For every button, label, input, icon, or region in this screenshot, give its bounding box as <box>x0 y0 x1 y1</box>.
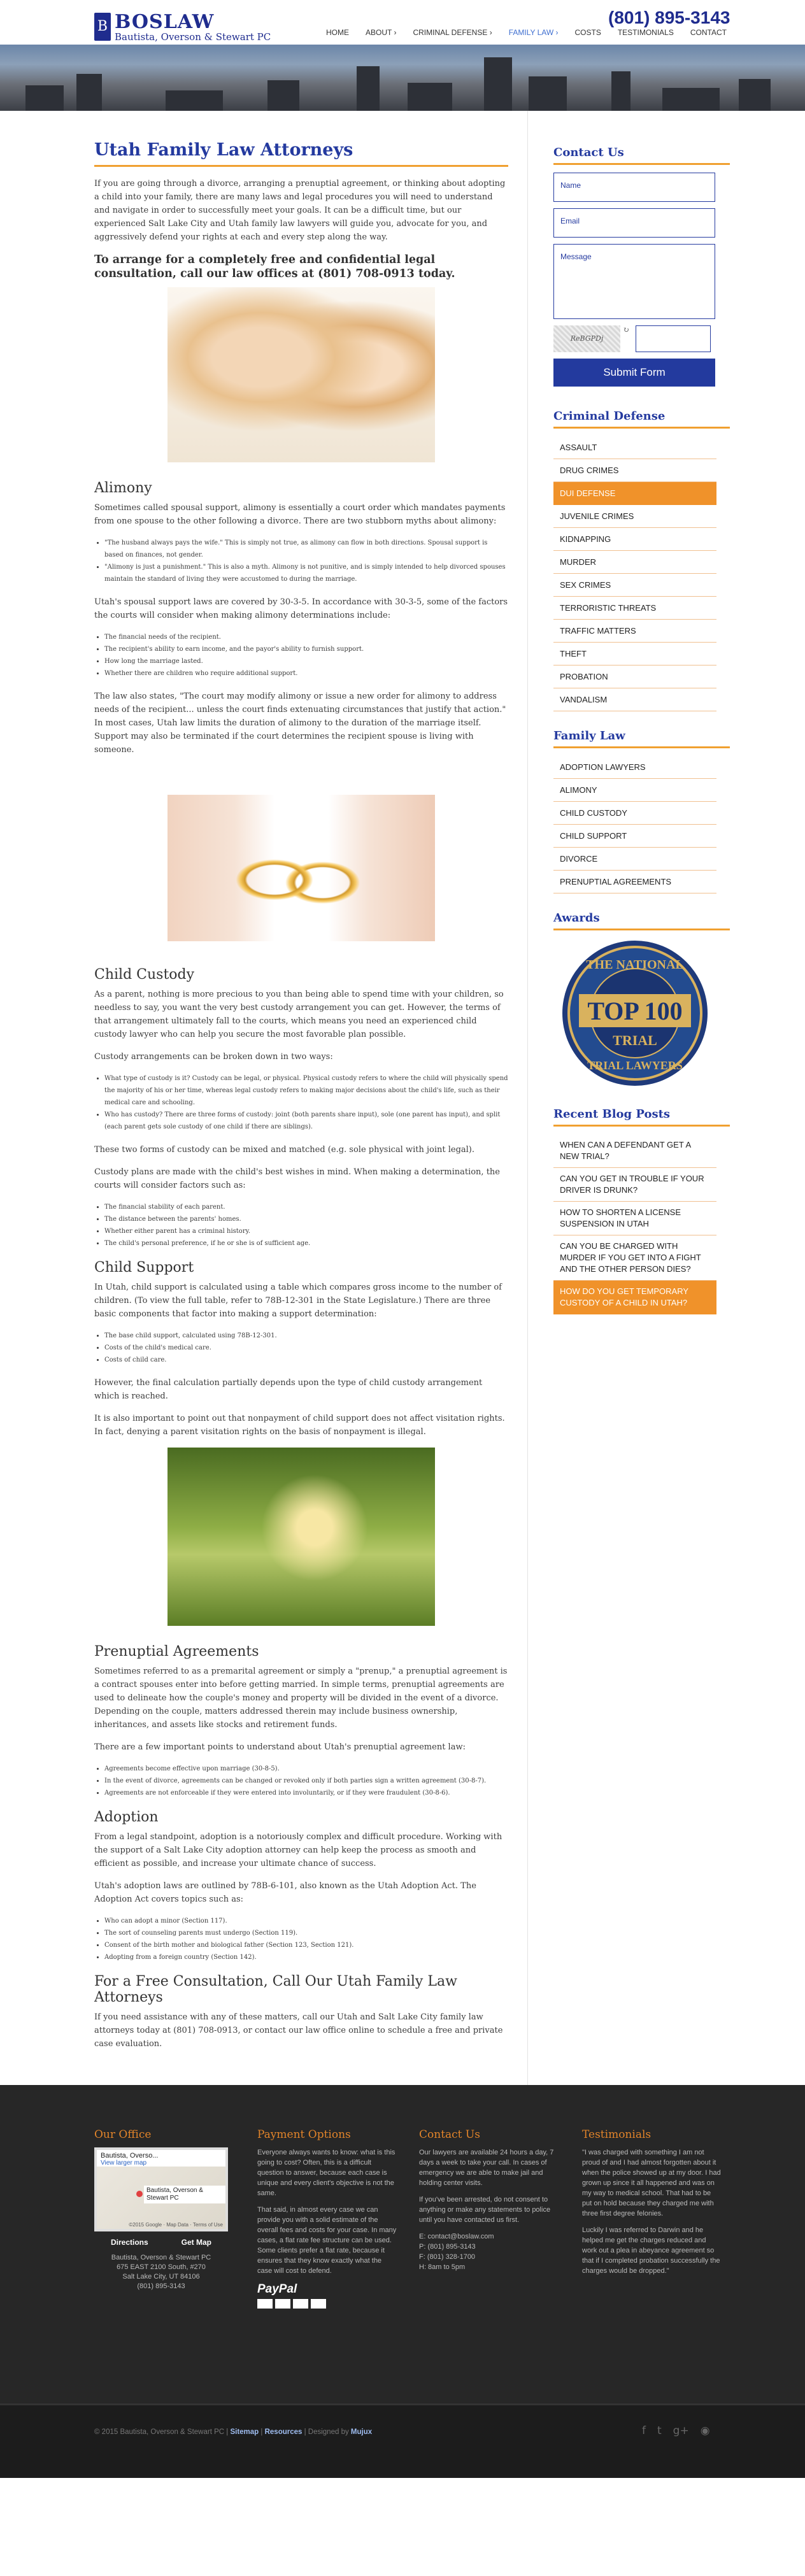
map-larger-link[interactable]: View larger map <box>101 2160 147 2167</box>
message-field[interactable]: Message <box>553 244 715 319</box>
awards-heading: Awards <box>553 911 730 930</box>
footer-office <box>94 2128 257 2403</box>
sidebar-item-drug-crimes[interactable]: DRUG CRIMES <box>553 459 716 482</box>
contact-hours: H: 8am to 5pm <box>419 2263 466 2271</box>
name-field[interactable]: Name <box>553 173 715 202</box>
logo-name: BOSLAW <box>115 11 215 33</box>
sidebar-item-prenuptial-agreements[interactable]: PRENUPTIAL AGREEMENTS <box>553 871 716 893</box>
sidebar-item-assault[interactable]: ASSAULT <box>553 436 716 459</box>
support-paragraph: However, the final calculation partially depends upon the type of child custody arrangement which is reached. <box>94 1378 483 1401</box>
closing-heading: For a Free Consultation, Call Our Utah Family Law Attorneys <box>94 1974 457 2005</box>
payment-paragraph: That said, in almost every case we can provide you with a solid estimate of the overall fees and costs for your case. In many cases, a flat rate fee structure can be used. Some clients prefer a flat rate, because it ensures that they know exactly what the case will cost to defend. <box>257 2206 397 2275</box>
copyright-text: © 2015 Bautista, Overson & Stewart PC | <box>94 2428 231 2436</box>
map-links <box>94 2238 228 2247</box>
nav-home[interactable]: HOME <box>326 28 349 37</box>
list-item: • The base child support, calculated using 78B-12-301. <box>104 1330 508 1342</box>
map-footer: ©2015 Google · Map Data · Terms of Use <box>129 2222 223 2228</box>
map-pin-label: Bautista, Overson & Stewart PC <box>144 2186 225 2203</box>
testimonial-paragraph: "I was charged with something I am not proud of and I had almost forgotten about it when the police showed up at my door. I had grown up since it all happened and was on my way to medical school. That had to be put on hold because they charged me with three first degree felonies. <box>582 2149 721 2217</box>
list-item: • Consent of the birth mother and biological father (Section 123, Section 121). <box>104 1939 508 1951</box>
page-title: Utah Family Law Attorneys <box>94 140 508 167</box>
social-icons <box>642 2424 710 2437</box>
list-item: • Whether there are children who require additional support. <box>104 667 508 680</box>
sidebar-item-terroristic-threats[interactable]: TERRORISTIC THREATS <box>553 597 716 620</box>
mother-daughter-image <box>167 287 435 462</box>
skyline-banner <box>0 45 805 111</box>
discover-icon <box>311 2299 326 2309</box>
contact-paragraph: If you've been arrested, do not consent to anything or make any statements to police until you have contacted us first. <box>419 2196 551 2224</box>
intro-paragraph: If you are going through a divorce, arranging a prenuptial agreement, or thinking about adopting a child into your family, there are many laws and legal procedures you will need to understand and navigate in order to successfully meet your goals. It can be a difficult time, but our experienced Salt Lake City and Utah family law lawyers will guide you, advocate for you, and aggressively defend your rights at each and every step along the way. <box>94 179 506 242</box>
designer-link[interactable]: Mujux <box>350 2428 373 2436</box>
nav-criminal-defense[interactable]: CRIMINAL DEFENSE › <box>413 28 492 37</box>
list-item: • The recipient's ability to earn income, and the payor's ability to furnish support. <box>104 643 508 655</box>
blog-list <box>553 1134 716 1314</box>
map-pin-icon <box>136 2191 143 2197</box>
list-item: • The financial stability of each parent. <box>104 1201 508 1213</box>
blog-item[interactable]: CAN YOU GET IN TROUBLE IF YOUR DRIVER IS DRUNK? <box>553 1168 716 1202</box>
main-nav <box>326 28 743 37</box>
criminal-defense-list <box>553 436 716 711</box>
sidebar-item-probation[interactable]: PROBATION <box>553 665 716 688</box>
sidebar-item-traffic-matters[interactable]: TRAFFIC MATTERS <box>553 620 716 643</box>
logo[interactable] <box>94 13 271 42</box>
logo-mark-icon: B <box>94 13 111 41</box>
list-item: • In the event of divorce, agreements can be changed or revoked only if both parties sign a written agreement (30-8-7). <box>104 1775 508 1787</box>
footer-contact-heading: Contact Us <box>419 2128 480 2141</box>
sidebar-item-dui-defense[interactable]: DUI DEFENSE <box>553 482 716 505</box>
sidebar-item-child-custody[interactable]: CHILD CUSTODY <box>553 802 716 825</box>
support-paragraph: In Utah, child support is calculated using a table which compares gross income to the number of children. (To view the full table, refer to 78B-12-301 in the State Legislature.) There are three basic components that factor into making a support determination: <box>94 1283 502 1319</box>
nav-testimonials[interactable]: TESTIMONIALS <box>617 28 674 37</box>
payment-paragraph: Everyone always wants to know: what is this going to cost? Often, this is a difficult question to answer, because each case is unique and every client's objective is not the same. <box>257 2149 395 2197</box>
designed-by-text: | Designed by <box>302 2428 351 2436</box>
list-item: • "Alimony is just a punishment." This is also a myth. Alimony is not punitive, and is simply intended to help divorced spouses maintain the standard of living they were accustomed to during the marriage. <box>104 561 508 585</box>
custody-heading: Child Custody <box>94 967 195 983</box>
adoption-paragraph: Utah's adoption laws are outlined by 78B-6-101, also known as the Utah Adoption Act. The Adoption Act covers topics such as: <box>94 1881 476 1904</box>
list-item: • Costs of the child's medical care. <box>104 1342 508 1354</box>
resources-link[interactable]: Resources <box>264 2428 303 2436</box>
contact-heading: Contact Us <box>553 146 730 165</box>
prenup-heading: Prenuptial Agreements <box>94 1644 259 1660</box>
refresh-icon[interactable]: ↻ <box>623 325 630 334</box>
award-bottom-text: TRIAL LAWYERS <box>587 1059 683 1072</box>
custody-types-list <box>104 1072 508 1133</box>
list-item: • How long the marriage lasted. <box>104 655 508 667</box>
list-item: • Adopting from a foreign country (Section 142). <box>104 1951 508 1963</box>
directions-link[interactable]: Directions <box>110 2238 148 2247</box>
list-item: • What type of custody is it? Custody can be legal, or physical. Physical custody refers to where the child will physically spend the majority of his or her time, whereas legal custody refers to making major decisions about the child's life, such as their medical care and schooling. <box>104 1072 508 1109</box>
nav-family-law[interactable]: FAMILY LAW › <box>508 28 559 37</box>
alimony-factors-list <box>104 631 508 680</box>
list-item: • Costs of child care. <box>104 1354 508 1366</box>
mastercard-icon <box>275 2299 290 2309</box>
sidebar-item-adoption-lawyers[interactable]: ADOPTION LAWYERS <box>553 756 716 779</box>
list-item: • Who has custody? There are three forms of custody: joint (both parents share input), sole (one parent has input), and split (each parent gets sole custody of one child if there are siblings). <box>104 1109 508 1133</box>
address-line: Bautista, Overson & Stewart PC <box>111 2254 211 2261</box>
list-item: • The sort of counseling parents must undergo (Section 119). <box>104 1927 508 1939</box>
closing-paragraph: If you need assistance with any of these matters, call our Utah and Salt Lake City family law attorneys today at (801) 708-0913, or contact our law office online to schedule a free and private case evaluation. <box>94 2012 503 2049</box>
prenup-paragraph: Sometimes referred to as a premarital agreement or simply a "prenup," a prenuptial agreement is a contract spouses enter into before getting married. In simple terms, prenuptial agreements are used to delineate how the couple's money and property will be divided in the event of a divorce. Depending on the couple, matters addressed therein may include business ownership, inheritances, and assets like stocks and retirement funds. <box>94 1667 508 1730</box>
map-title-bar <box>97 2150 225 2167</box>
custody-paragraph: As a parent, nothing is more precious to you than being able to spend time with your children, so needless to say, you want the very best custody arrangement you can get. However, the terms of that arrangement ultimately fall to the courts, which means you need an experienced child custody lawyer who can help you secure the most favorable plan possible. <box>94 990 504 1039</box>
list-item: • Whether either parent has a criminal history. <box>104 1225 508 1237</box>
footer-bottom-bar <box>0 2403 805 2478</box>
paypal-badge <box>257 2282 326 2309</box>
adoption-topics-list <box>104 1915 508 1963</box>
recent-blog-posts-heading: Recent Blog Posts <box>553 1107 730 1127</box>
address-line: Salt Lake City, UT 84106 <box>122 2273 200 2281</box>
header-phone[interactable]: (801) 895-3143 <box>608 8 730 27</box>
footer-contact <box>419 2128 582 2403</box>
prenup-points-list <box>104 1763 508 1799</box>
sidebar-item-child-support[interactable]: CHILD SUPPORT <box>553 825 716 848</box>
adoption-heading: Adoption <box>94 1809 159 1825</box>
email-field[interactable]: Email <box>553 208 715 238</box>
blog-item[interactable]: CAN YOU BE CHARGED WITH MURDER IF YOU GET INTO A FIGHT AND THE OTHER PERSON DIES? <box>553 1235 716 1281</box>
nav-contact[interactable]: CONTACT <box>690 28 727 37</box>
list-item: • Agreements are not enforceable if they were entered into involuntarily, or if they were fraudulent (30-8-6). <box>104 1787 508 1799</box>
get-map-link[interactable]: Get Map <box>181 2238 211 2247</box>
site-header <box>0 0 805 45</box>
contact-email[interactable]: E: contact@boslaw.com <box>419 2233 494 2240</box>
support-components-list <box>104 1330 508 1366</box>
footer <box>0 2085 805 2403</box>
captcha-image: ReBGPDj <box>553 325 620 352</box>
sitemap-link[interactable]: Sitemap <box>230 2428 259 2436</box>
facebook-icon[interactable]: f <box>642 2424 646 2437</box>
custody-factors-list <box>104 1201 508 1249</box>
sidebar-item-vandalism[interactable]: VANDALISM <box>553 688 716 711</box>
visa-icon <box>257 2299 273 2309</box>
award-sub-text: TRIAL <box>613 1032 657 1048</box>
blog-item[interactable]: WHEN CAN A DEFENDANT GET A NEW TRIAL? <box>553 1134 716 1168</box>
sidebar-item-sex-crimes[interactable]: SEX CRIMES <box>553 574 716 597</box>
family-law-list <box>553 756 716 893</box>
address-line: 675 EAST 2100 South, #270 <box>117 2263 206 2271</box>
logo-subtitle: Bautista, Overson & Stewart PC <box>115 31 271 43</box>
list-item: • Agreements become effective upon marriage (30-8-5). <box>104 1763 508 1775</box>
alimony-heading: Alimony <box>94 480 152 496</box>
map-title: Bautista, Overso... <box>101 2152 159 2160</box>
main-content <box>94 111 508 2085</box>
rss-icon[interactable]: ◉ <box>700 2424 710 2437</box>
paypal-logo: PayPal <box>257 2282 297 2296</box>
list-item: • The child's personal preference, if he or she is of sufficient age. <box>104 1237 508 1249</box>
sidebar <box>527 111 730 2085</box>
copyright: © 2015 Bautista, Overson & Stewart PC | Sitemap | Resources | Designed by Mujux <box>94 2428 373 2436</box>
consultation-cta: To arrange for a completely free and confidential legal consultation, call our law offices at (801) 708-0913 today. <box>94 253 455 280</box>
office-map[interactable] <box>94 2147 228 2231</box>
prenup-paragraph: There are a few important points to understand about Utah's prenuptial agreement law: <box>94 1742 466 1752</box>
alimony-paragraph: Utah's spousal support laws are covered by 30-3-5. In accordance with 30-3-5, some of the factors the courts will consider when making alimony determinations include: <box>94 597 508 620</box>
testimonial-paragraph: Luckily I was referred to Darwin and he helped me get the charges reduced and work out a plea in abeyance agreement so that if I completed probation successfully the charges would be dropped." <box>582 2226 720 2275</box>
footer-office-heading: Our Office <box>94 2128 152 2141</box>
card-icons <box>257 2299 326 2309</box>
blog-item[interactable]: HOW DO YOU GET TEMPORARY CUSTODY OF A CHILD IN UTAH? <box>553 1281 716 1314</box>
address-phone[interactable]: (801) 895-3143 <box>137 2282 185 2290</box>
award-top-text: THE NATIONAL <box>586 958 684 972</box>
list-item: • "The husband always pays the wife." This is simply not true, as alimony can flow in both directions. Spousal support is based on finances, not gender. <box>104 537 508 561</box>
footer-payment <box>257 2128 419 2403</box>
payment-heading: Payment Options <box>257 2128 351 2141</box>
top-100-trial-lawyers-badge <box>553 938 716 1088</box>
testimonials-heading: Testimonials <box>582 2128 652 2141</box>
support-paragraph: It is also important to point out that nonpayment of child support does not affect visitation rights. In fact, denying a parent visitation rights on the basis of nonpayment is illegal. <box>94 1414 505 1437</box>
award-mid-text: TOP 100 <box>587 997 683 1025</box>
footer-testimonials <box>582 2128 722 2403</box>
contact-paragraph: Our lawyers are available 24 hours a day, 7 days a week to take your call. In cases of emergency we are able to make jail and holding center visits. <box>419 2149 554 2187</box>
blog-item[interactable]: HOW TO SHORTEN A LICENSE SUSPENSION IN UTAH <box>553 1202 716 1235</box>
holding-hands-image <box>167 1448 435 1626</box>
sidebar-item-kidnapping[interactable]: KIDNAPPING <box>553 528 716 551</box>
alimony-myths-list <box>104 537 508 585</box>
adoption-paragraph: From a legal standpoint, adoption is a notoriously complex and difficult procedure. Working with the support of a Salt Lake City adoption attorney can help keep the process as smooth and efficient as possible, and increase your ultimate chance of success. <box>94 1832 502 1868</box>
alimony-paragraph: The law also states, "The court may modify alimony or issue a new order for alimony to address needs of the recipient... unless the court finds extenuating circumstances that justify that action." In most cases, Utah law limits the duration of alimony to the duration of the marriage itself. Support may also be terminated if the court determines the recipient spouse is living with someone. <box>94 692 506 755</box>
sidebar-item-divorce[interactable]: DIVORCE <box>553 848 716 871</box>
custody-paragraph: These two forms of custody can be mixed and matched (e.g. sole physical with joint legal). <box>94 1145 474 1155</box>
nav-about[interactable]: ABOUT › <box>366 28 397 37</box>
torn-rings-image <box>167 795 435 941</box>
list-item: • The financial needs of the recipient. <box>104 631 508 643</box>
captcha-input[interactable] <box>636 325 711 352</box>
twitter-icon[interactable]: t <box>657 2424 662 2437</box>
contact-phone[interactable]: P: (801) 895-3143 <box>419 2243 476 2251</box>
contact-fax: F: (801) 328-1700 <box>419 2253 476 2261</box>
custody-paragraph: Custody plans are made with the child's best wishes in mind. When making a determination, the courts will consider factors such as: <box>94 1167 500 1190</box>
list-item: • Who can adopt a minor (Section 117). <box>104 1915 508 1927</box>
sidebar-item-theft[interactable]: THEFT <box>553 643 716 665</box>
child-support-heading: Child Support <box>94 1260 194 1276</box>
sidebar-item-alimony[interactable]: ALIMONY <box>553 779 716 802</box>
family-law-heading: Family Law <box>553 729 730 748</box>
amex-icon <box>293 2299 308 2309</box>
sidebar-item-juvenile-crimes[interactable]: JUVENILE CRIMES <box>553 505 716 528</box>
nav-costs[interactable]: COSTS <box>574 28 601 37</box>
list-item: • The distance between the parents' homes. <box>104 1213 508 1225</box>
submit-button[interactable]: Submit Form <box>553 359 715 387</box>
google-plus-icon[interactable]: g+ <box>673 2424 689 2437</box>
custody-paragraph: Custody arrangements can be broken down in two ways: <box>94 1052 333 1062</box>
criminal-defense-heading: Criminal Defense <box>553 409 730 429</box>
captcha <box>553 325 730 352</box>
sidebar-item-murder[interactable]: MURDER <box>553 551 716 574</box>
alimony-paragraph: Sometimes called spousal support, alimony is essentially a court order which mandates payments from one spouse to the other following a divorce. There are two stubborn myths about alimony: <box>94 503 506 526</box>
office-address <box>94 2253 228 2291</box>
